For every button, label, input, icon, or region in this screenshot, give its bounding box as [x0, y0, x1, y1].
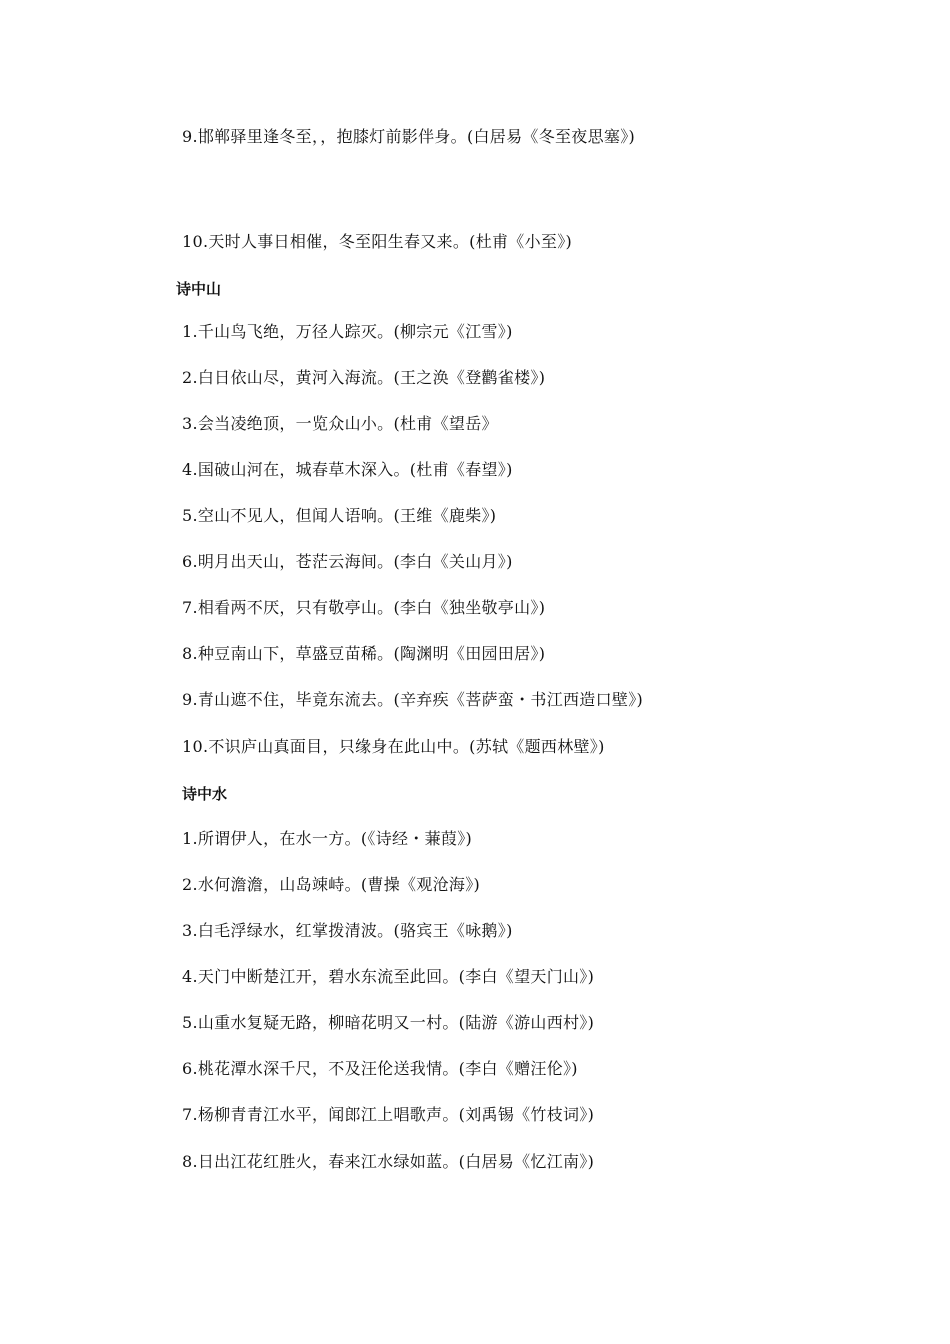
poem-line-water-6: 6.桃花潭水深千尺，不及汪伦送我情。(李白《赠汪伦》) — [182, 1059, 578, 1078]
poem-line-mountain-5: 5.空山不见人，但闻人语响。(王维《鹿柴》) — [182, 506, 497, 525]
poem-line-mountain-4: 4.国破山河在，城春草木深入。(杜甫《春望》) — [182, 460, 513, 479]
section-heading-water: 诗中水 — [182, 785, 228, 803]
poem-line-water-4: 4.天门中断楚江开，碧水东流至此回。(李白《望天门山》) — [182, 967, 595, 986]
section-heading-mountain: 诗中山 — [176, 280, 222, 298]
poem-line-winter-9: 9.邯郸驿里逢冬至，，抱膝灯前影伴身。(白居易《冬至夜思塞》) — [182, 127, 636, 146]
poem-line-water-5: 5.山重水复疑无路，柳暗花明又一村。(陆游《游山西村》) — [182, 1013, 595, 1032]
poem-line-winter-10: 10.天时人事日相催，冬至阳生春又来。(杜甫《小至》) — [182, 232, 573, 251]
poem-line-mountain-10: 10.不识庐山真面目，只缘身在此山中。(苏轼《题西林壁》) — [182, 737, 605, 756]
poem-line-water-3: 3.白毛浮绿水，红掌拨清波。(骆宾王《咏鹅》) — [182, 921, 513, 940]
poem-line-mountain-7: 7.相看两不厌，只有敬亭山。(李白《独坐敬亭山》) — [182, 598, 546, 617]
poem-line-water-8: 8.日出江花红胜火，春来江水绿如蓝。(白居易《忆江南》) — [182, 1152, 595, 1171]
poem-line-water-1: 1.所谓伊人，在水一方。(《诗经・蒹葭》) — [182, 829, 473, 848]
poem-line-mountain-1: 1.千山鸟飞绝，万径人踪灭。(柳宗元《江雪》) — [182, 322, 513, 341]
poem-line-water-7: 7.杨柳青青江水平，闻郎江上唱歌声。(刘禹锡《竹枝词》) — [182, 1105, 595, 1124]
poem-line-mountain-2: 2.白日依山尽，黄河入海流。(王之涣《登鹳雀楼》) — [182, 368, 546, 387]
poem-line-mountain-9: 9.青山遮不住，毕竟东流去。(辛弃疾《菩萨蛮・书江西造口壁》) — [182, 690, 644, 709]
poem-line-mountain-3: 3.会当凌绝顶，一览众山小。(杜甫《望岳》 — [182, 414, 498, 433]
poem-line-water-2: 2.水何澹澹，山岛竦峙。(曹操《观沧海》) — [182, 875, 481, 894]
poem-line-mountain-8: 8.种豆南山下，草盛豆苗稀。(陶渊明《田园田居》) — [182, 644, 546, 663]
poem-line-mountain-6: 6.明月出天山，苍茫云海间。(李白《关山月》) — [182, 552, 513, 571]
